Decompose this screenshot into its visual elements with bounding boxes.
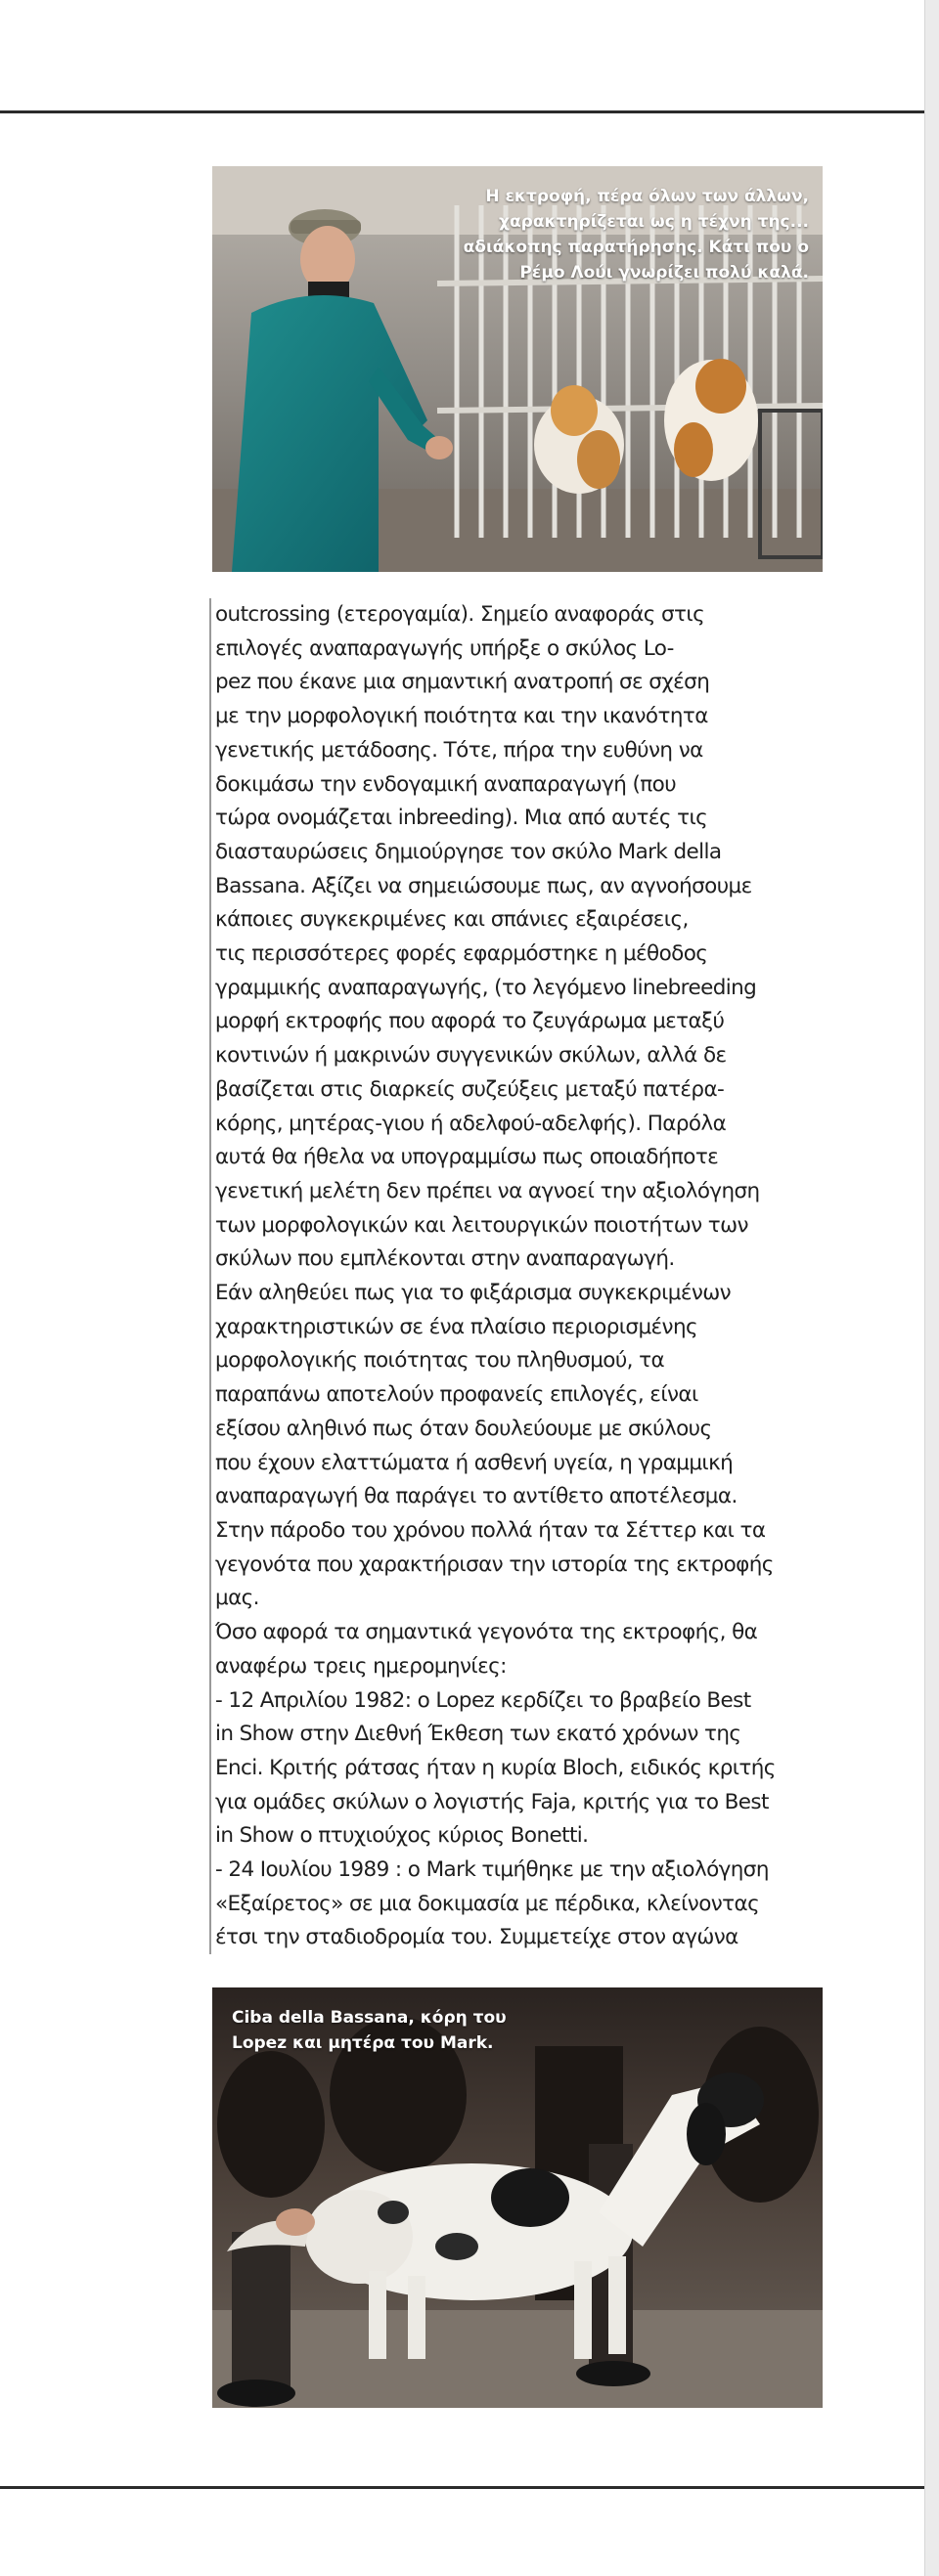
- article-line: in Show ο πτυχιούχος κύριος Bonetti.: [215, 1823, 589, 1849]
- photo-caption-top: Η εκτροφή, πέρα όλων των άλλων, χαρακτηρίζεται ως η τέχνη της... αδιάκοπης παρατήρησης. Κάτι που ο Ρέμο Λούι γνωρίζει πολύ καλά.: [463, 187, 809, 283]
- footer-rule: [0, 2486, 924, 2489]
- article-line: τις περισσότερες φορές εφαρμόστηκε η μέθοδος: [215, 941, 708, 967]
- article-line: Όσο αφορά τα σημαντικά γεγονότα της εκτροφής, θα: [215, 1620, 758, 1645]
- article-line: Enci. Κριτής ράτσας ήταν η κυρία Bloch, ειδικός κριτής: [215, 1755, 776, 1780]
- article-line: γενετική μελέτη δεν πρέπει να αγνοεί την αξιολόγηση: [215, 1178, 760, 1203]
- header-rule: [0, 110, 924, 113]
- article-line: Εάν αληθεύει πως για το φιξάρισμα συγκεκριμένων: [215, 1281, 732, 1306]
- article-line: των μορφολογικών και λειτουργικών ποιοτήτων των: [215, 1212, 748, 1238]
- article-line: μορφολογικής ποιότητας του πληθυσμού, τα: [215, 1348, 665, 1374]
- article-line: Bassana. Αξίζει να σημειώσουμε πως, αν αγνοήσουμε: [215, 873, 752, 898]
- setter-show-photo: [212, 1987, 823, 2408]
- article-line: μας.: [215, 1586, 259, 1611]
- article-body: [209, 598, 835, 1954]
- article-line: Στην πάροδο του χρόνου πολλά ήταν τα Σέττερ και τα: [215, 1517, 766, 1543]
- breeder-kennel-photo: [212, 166, 823, 572]
- article-line: γεγονότα που χαρακτήρισαν την ιστορία της εκτροφής: [215, 1551, 774, 1577]
- article-line: βασίζεται στις διαρκείς συζεύξεις μεταξύ πατέρα-: [215, 1076, 725, 1102]
- article-line: in Show στην Διεθνή Έκθεση των εκατό χρόνων της: [215, 1722, 741, 1747]
- article-line: τώρα ονομάζεται inbreeding). Μια από αυτές τις: [215, 806, 708, 831]
- article-line: με την μορφολογική ποιότητα και την ικανότητα: [215, 704, 708, 729]
- article-line: χαρακτηριστικών σε ένα πλαίσιο περιορισμένης: [215, 1314, 698, 1339]
- article-line: που έχουν ελαττώματα ή ασθενή υγεία, η γραμμική: [215, 1450, 734, 1475]
- article-line: επιλογές αναπαραγωγής υπήρξε ο σκύλος Lo-: [215, 635, 674, 661]
- article-line: αυτά θα ήθελα να υπογραμμίσω πως οποιαδήποτε: [215, 1145, 719, 1170]
- article-line: έτσι την σταδιοδρομία του. Συμμετείχε στον αγώνα: [215, 1925, 738, 1950]
- page-scrollbar[interactable]: [924, 0, 939, 2576]
- article-line: μορφή εκτροφής που αφορά το ζευγάρωμα μεταξύ: [215, 1009, 725, 1034]
- photo-caption-bottom: Ciba della Bassana, κόρη του Lopez και μητέρα του Mark.: [232, 2008, 507, 2053]
- article-line: γραμμικής αναπαραγωγής, (το λεγόμενο linebreeding: [215, 975, 757, 1000]
- article-line: pez που έκανε μια σημαντική ανατροπή σε σχέση: [215, 670, 710, 695]
- article-line: «Εξαίρετος» σε μια δοκιμασία με πέρδικα, κλείνοντας: [215, 1891, 760, 1916]
- article-line: γενετικής μετάδοσης. Τότε, πήρα την ευθύνη να: [215, 737, 703, 763]
- article-line: σκύλων που εμπλέκονται στην αναπαραγωγή.: [215, 1246, 675, 1272]
- article-line: κάποιες συγκεκριμένες και σπάνιες εξαιρέσεις,: [215, 907, 689, 933]
- article-line: αναφέρω τρεις ημερομηνίες:: [215, 1653, 507, 1679]
- article-line: - 24 Ιουλίου 1989 : ο Mark τιμήθηκε με την αξιολόγηση: [215, 1857, 769, 1883]
- article-line: αναπαραγωγή θα παράγει το αντίθετο αποτέλεσμα.: [215, 1484, 738, 1509]
- article-line: - 12 Απριλίου 1982: ο Lopez κερδίζει το βραβείο Best: [215, 1687, 751, 1713]
- article-line: διασταυρώσεις δημιούργησε τον σκύλο Mark della: [215, 839, 722, 864]
- article-line: κοντινών ή μακρινών συγγενικών σκύλων, αλλά δε: [215, 1043, 727, 1069]
- article-line: δοκιμάσω την ενδογαμική αναπαραγωγή (που: [215, 771, 677, 797]
- article-line: outcrossing (ετερογαμία). Σημείο αναφοράς στις: [215, 602, 705, 627]
- article-line: παραπάνω αποτελούν προφανείς επιλογές, είναι: [215, 1382, 698, 1408]
- article-line: κόρης, μητέρας-γιου ή αδελφού-αδελφής). Παρόλα: [215, 1111, 727, 1136]
- article-line: για ομάδες σκύλων ο λογιστής Faja, κριτής για το Best: [215, 1789, 769, 1814]
- article-line: εξίσου αληθινό πως όταν δουλεύουμε με σκύλους: [215, 1416, 712, 1441]
